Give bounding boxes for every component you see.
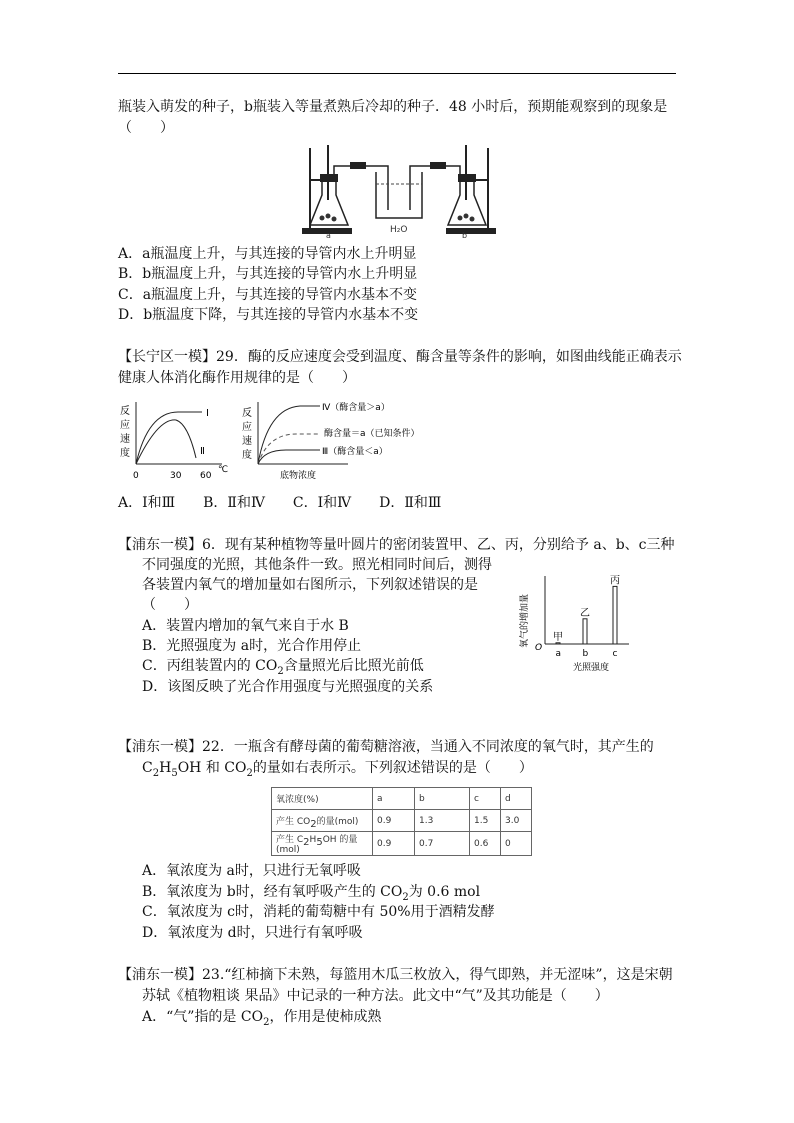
q29-g1-tick-60: 60 bbox=[200, 471, 212, 481]
table-cell: a bbox=[373, 788, 415, 810]
q6-chart-xlabel: 光照强度 bbox=[573, 663, 610, 673]
table-row bbox=[272, 810, 532, 832]
tick-label-b: b bbox=[582, 649, 589, 659]
q28-apparatus-figure bbox=[300, 140, 500, 240]
q29-g1-tick-0: 0 bbox=[133, 471, 139, 481]
table-cell: 产生 $C_2H_5OH$ 的量(mol) bbox=[272, 832, 373, 856]
table-cell: 1.3 bbox=[415, 810, 470, 832]
q6-stem-line1: 【浦东一模】6．现有某种植物等量叶圆片的密闭装置甲、乙、丙，分别给予 a、b、c三种 bbox=[118, 537, 675, 553]
q28-label-water: H₂O bbox=[390, 225, 408, 235]
q22-stem-line1: 【浦东一模】22．一瓶含有酵母菌的葡萄糖溶液，当通入不同浓度的氧气时，其产生的 bbox=[118, 739, 654, 755]
table-cell: b bbox=[415, 788, 470, 810]
q29-stem-line2: 健康人体消化酶作用规律的是（ ） bbox=[118, 370, 356, 386]
table-cell: c bbox=[470, 788, 501, 810]
q22-option-b: B．氧浓度为 b时，经有氧呼吸产生的 $CO_2$为 0.6 mol bbox=[142, 884, 481, 903]
q6-option-d: D．该图反映了光合作用强度与光照强度的关系 bbox=[142, 679, 434, 695]
bar-label-a: 甲 bbox=[553, 631, 563, 643]
q29-g2-ylabel-3: 速 bbox=[242, 436, 252, 447]
q29-g1-curve2: Ⅱ bbox=[200, 446, 205, 457]
q6-option-a: A．装置内增加的氧气来自于水 B bbox=[142, 618, 349, 634]
table-row bbox=[272, 832, 532, 856]
q22-option-d: D．氧浓度为 d时，只进行有氧呼吸 bbox=[142, 925, 363, 941]
q28-label-b: b bbox=[462, 231, 468, 240]
table-cell: 0.7 bbox=[415, 832, 470, 856]
q29-graph-substrate bbox=[240, 398, 440, 484]
q6-chart-origin: O bbox=[535, 643, 543, 653]
table-cell: 0 bbox=[501, 832, 532, 856]
q29-g1-unit: ℃ bbox=[218, 465, 229, 475]
q29-g1-tick-30: 30 bbox=[170, 471, 182, 481]
q28-option-d: D．b瓶温度下降，与其连接的导管内水基本不变 bbox=[118, 307, 419, 323]
table-cell: 产生 $CO_2$的量(mol) bbox=[272, 810, 373, 832]
q29-g1-ylabel-3: 速 bbox=[120, 434, 130, 445]
q28-label-a: a bbox=[326, 231, 331, 240]
bar-b bbox=[583, 619, 587, 644]
q22-data-table bbox=[271, 787, 532, 856]
q6-stem-line4: （ ） bbox=[142, 597, 198, 613]
bar-a bbox=[556, 643, 560, 644]
table-row bbox=[272, 788, 532, 810]
bar-label-b: 乙 bbox=[580, 607, 590, 619]
q6-bar-chart bbox=[515, 570, 645, 678]
table-cell: 3.0 bbox=[501, 810, 532, 832]
q29-g2-curve-mid: 酶含量＝a（已知条件） bbox=[324, 429, 420, 439]
table-cell: 0.6 bbox=[470, 832, 501, 856]
q6-stem-line3: 各装置内氧气的增加量如右图所示，下列叙述错误的是 bbox=[142, 577, 478, 593]
q6-chart-ylabel: 氧气的增加量 bbox=[520, 593, 530, 648]
q29-options: A．Ⅰ和Ⅲ B．Ⅱ和Ⅳ C．Ⅰ和Ⅳ D．Ⅱ和Ⅲ bbox=[118, 495, 442, 511]
q29-g2-curve-low: Ⅲ（酶含量＜a） bbox=[322, 447, 388, 457]
table-cell: 氧浓度(%) bbox=[272, 788, 373, 810]
q29-g1-ylabel-1: 反 bbox=[120, 406, 130, 417]
q23-option-a: A．“气”指的是 $CO_2$，作用是使柿成熟 bbox=[142, 1009, 382, 1028]
q29-graph-temperature bbox=[118, 398, 238, 484]
q28-stem-line2: （ ） bbox=[118, 120, 174, 136]
header-rule bbox=[118, 73, 676, 74]
table-cell: 1.5 bbox=[470, 810, 501, 832]
q29-g1-ylabel-4: 度 bbox=[120, 448, 130, 459]
q29-g1-ylabel-2: 应 bbox=[120, 420, 130, 431]
q29-stem-line1: 【长宁区一模】29．酶的反应速度会受到温度、酶含量等条件的影响，如图曲线能正确表示 bbox=[118, 349, 682, 365]
q28-option-a: A．a瓶温度上升，与其连接的导管内水上升明显 bbox=[118, 246, 417, 262]
q29-g2-curve-top: Ⅳ（酶含量＞a） bbox=[322, 403, 390, 413]
q29-g2-ylabel-2: 应 bbox=[242, 422, 252, 433]
q6-option-b: B．光照强度为 a时，光合作用停止 bbox=[142, 638, 362, 654]
table-cell: 0.9 bbox=[373, 810, 415, 832]
q28-stem-line1: 瓶装入萌发的种子，b瓶装入等量煮熟后冷却的种子．48 小时后，预期能观察到的现象是 bbox=[118, 99, 668, 115]
bar-c bbox=[613, 586, 617, 644]
q22-option-c: C．氧浓度为 c时，消耗的葡萄糖中有 50%用于酒精发酵 bbox=[142, 904, 495, 920]
q22-stem-line2: $C_2H_5OH$ 和 $CO_2$的量如右表所示。下列叙述错误的是（ ） bbox=[142, 760, 533, 779]
q23-stem-line1: 【浦东一模】23.“红柿摘下未熟，每篮用木瓜三枚放入，得气即熟，并无涩味”，这是宋朝 bbox=[118, 967, 673, 983]
q28-option-b: B．b瓶温度上升，与其连接的导管内水上升明显 bbox=[118, 266, 418, 282]
q23-stem-line2: 苏轼《植物粗谈 果品》中记录的一种方法。此文中“气”及其功能是（ ） bbox=[142, 988, 609, 1004]
q6-option-c: C．丙组装置内的 $CO_2$含量照光后比照光前低 bbox=[142, 658, 424, 677]
q29-g2-xlabel: 底物浓度 bbox=[280, 471, 317, 481]
q28-option-c: C．a瓶温度上升，与其连接的导管内水基本不变 bbox=[118, 287, 418, 303]
tick-label-a: a bbox=[555, 649, 562, 659]
q29-g1-curve1: Ⅰ bbox=[206, 408, 209, 419]
q29-g2-ylabel-1: 反 bbox=[242, 408, 252, 419]
bar-label-c: 丙 bbox=[610, 575, 620, 587]
tick-label-c: c bbox=[612, 649, 618, 659]
table-cell: 0.9 bbox=[373, 832, 415, 856]
table-cell: d bbox=[501, 788, 532, 810]
q6-stem-line2: 不同强度的光照，其他条件一致。照光相同时间后，测得 bbox=[142, 557, 492, 573]
q29-g2-ylabel-4: 度 bbox=[242, 450, 252, 461]
q22-option-a: A．氧浓度为 a时，只进行无氧呼吸 bbox=[142, 863, 361, 879]
